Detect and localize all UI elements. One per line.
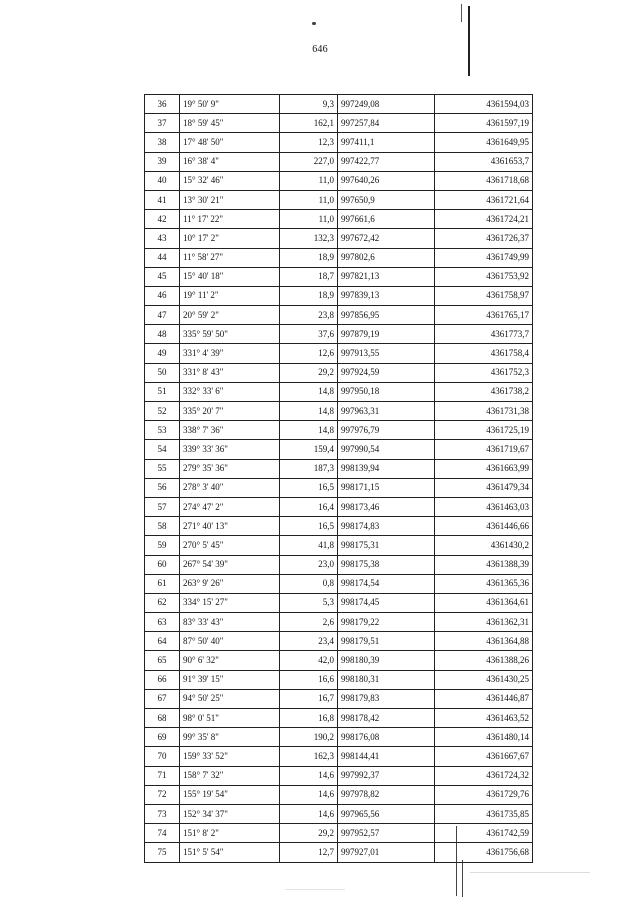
x-coordinate-cell: 997963,31	[338, 402, 435, 421]
distance-cell: 23,8	[280, 306, 338, 325]
table-row	[145, 248, 533, 267]
distance-cell: 18,9	[280, 248, 338, 267]
distance-cell: 190,2	[280, 728, 338, 747]
table-row	[145, 824, 533, 843]
distance-cell: 162,1	[280, 114, 338, 133]
point-number-cell: 37	[145, 114, 180, 133]
distance-cell: 18,9	[280, 286, 338, 305]
bearing-cell: 155° 19' 54"	[180, 785, 280, 804]
scan-margin-line	[462, 860, 463, 897]
table-row	[145, 363, 533, 382]
distance-cell: 187,3	[280, 459, 338, 478]
x-coordinate-cell: 997422,77	[338, 152, 435, 171]
table-row	[145, 190, 533, 209]
table-row	[145, 651, 533, 670]
point-number-cell: 41	[145, 190, 180, 209]
point-number-cell: 36	[145, 95, 180, 114]
point-number-cell: 64	[145, 632, 180, 651]
y-coordinate-cell: 4361430,25	[435, 670, 533, 689]
y-coordinate-cell: 4361731,38	[435, 402, 533, 421]
scan-speck	[312, 22, 316, 25]
table-row	[145, 440, 533, 459]
bearing-cell: 91° 39' 15"	[180, 670, 280, 689]
x-coordinate-cell: 997856,95	[338, 306, 435, 325]
y-coordinate-cell: 4361594,03	[435, 95, 533, 114]
bearing-cell: 152° 34' 37"	[180, 804, 280, 823]
bearing-cell: 18° 59' 45"	[180, 114, 280, 133]
bearing-cell: 332° 33' 6"	[180, 382, 280, 401]
distance-cell: 132,3	[280, 229, 338, 248]
bearing-cell: 15° 40' 18"	[180, 267, 280, 286]
distance-cell: 12,7	[280, 843, 338, 862]
y-coordinate-cell: 4361719,67	[435, 440, 533, 459]
distance-cell: 11,0	[280, 190, 338, 209]
y-coordinate-cell: 4361388,39	[435, 555, 533, 574]
point-number-cell: 53	[145, 421, 180, 440]
y-coordinate-cell: 4361663,99	[435, 459, 533, 478]
distance-cell: 14,8	[280, 421, 338, 440]
bearing-cell: 279° 35' 36"	[180, 459, 280, 478]
bearing-cell: 16° 38' 4"	[180, 152, 280, 171]
point-number-cell: 70	[145, 747, 180, 766]
point-number-cell: 65	[145, 651, 180, 670]
table-row	[145, 632, 533, 651]
point-number-cell: 43	[145, 229, 180, 248]
distance-cell: 16,6	[280, 670, 338, 689]
bearing-cell: 278° 3' 40"	[180, 478, 280, 497]
scan-margin-line	[461, 4, 462, 22]
x-coordinate-cell: 997976,79	[338, 421, 435, 440]
x-coordinate-cell: 998175,38	[338, 555, 435, 574]
y-coordinate-cell: 4361724,21	[435, 210, 533, 229]
point-number-cell: 59	[145, 536, 180, 555]
y-coordinate-cell: 4361463,03	[435, 497, 533, 516]
bearing-cell: 335° 59' 50"	[180, 325, 280, 344]
x-coordinate-cell: 998179,22	[338, 613, 435, 632]
distance-cell: 16,8	[280, 709, 338, 728]
distance-cell: 29,2	[280, 824, 338, 843]
y-coordinate-cell: 4361752,3	[435, 363, 533, 382]
y-coordinate-cell: 4361725,19	[435, 421, 533, 440]
point-number-cell: 69	[145, 728, 180, 747]
table-row	[145, 325, 533, 344]
bearing-cell: 271° 40' 13"	[180, 517, 280, 536]
table-body	[145, 95, 533, 863]
distance-cell: 16,7	[280, 689, 338, 708]
y-coordinate-cell: 4361753,92	[435, 267, 533, 286]
x-coordinate-cell: 998174,45	[338, 593, 435, 612]
distance-cell: 5,3	[280, 593, 338, 612]
distance-cell: 9,3	[280, 95, 338, 114]
y-coordinate-cell: 4361430,2	[435, 536, 533, 555]
distance-cell: 162,3	[280, 747, 338, 766]
distance-cell: 12,3	[280, 133, 338, 152]
point-number-cell: 39	[145, 152, 180, 171]
point-number-cell: 56	[145, 478, 180, 497]
y-coordinate-cell: 4361446,87	[435, 689, 533, 708]
bearing-cell: 99° 35' 8"	[180, 728, 280, 747]
table-row	[145, 555, 533, 574]
bearing-cell: 158° 7' 32"	[180, 766, 280, 785]
table-row	[145, 728, 533, 747]
y-coordinate-cell: 4361749,99	[435, 248, 533, 267]
x-coordinate-cell: 997990,54	[338, 440, 435, 459]
x-coordinate-cell: 997821,13	[338, 267, 435, 286]
scan-artifact	[285, 889, 345, 890]
x-coordinate-cell: 997672,42	[338, 229, 435, 248]
bearing-cell: 335° 20' 7"	[180, 402, 280, 421]
point-number-cell: 54	[145, 440, 180, 459]
bearing-cell: 20° 59' 2"	[180, 306, 280, 325]
bearing-cell: 331° 8' 43"	[180, 363, 280, 382]
x-coordinate-cell: 997257,84	[338, 114, 435, 133]
y-coordinate-cell: 4361758,4	[435, 344, 533, 363]
bearing-cell: 15° 32' 46"	[180, 171, 280, 190]
distance-cell: 14,6	[280, 785, 338, 804]
bearing-cell: 338° 7' 36"	[180, 421, 280, 440]
point-number-cell: 45	[145, 267, 180, 286]
x-coordinate-cell: 997927,01	[338, 843, 435, 862]
table-row	[145, 766, 533, 785]
bearing-cell: 98° 0' 51"	[180, 709, 280, 728]
x-coordinate-cell: 997802,6	[338, 248, 435, 267]
distance-cell: 11,0	[280, 210, 338, 229]
point-number-cell: 42	[145, 210, 180, 229]
distance-cell: 16,5	[280, 478, 338, 497]
y-coordinate-cell: 4361735,85	[435, 804, 533, 823]
table-row	[145, 574, 533, 593]
point-number-cell: 67	[145, 689, 180, 708]
x-coordinate-cell: 997249,08	[338, 95, 435, 114]
x-coordinate-cell: 998174,54	[338, 574, 435, 593]
y-coordinate-cell: 4361649,95	[435, 133, 533, 152]
table-row	[145, 497, 533, 516]
x-coordinate-cell: 998179,83	[338, 689, 435, 708]
bearing-cell: 10° 17' 2"	[180, 229, 280, 248]
table-row	[145, 171, 533, 190]
table-row	[145, 229, 533, 248]
x-coordinate-cell: 997640,26	[338, 171, 435, 190]
distance-cell: 227,0	[280, 152, 338, 171]
y-coordinate-cell: 4361480,14	[435, 728, 533, 747]
table-row	[145, 402, 533, 421]
y-coordinate-cell: 4361765,17	[435, 306, 533, 325]
y-coordinate-cell: 4361726,37	[435, 229, 533, 248]
point-number-cell: 61	[145, 574, 180, 593]
coordinates-table	[144, 94, 533, 863]
distance-cell: 29,2	[280, 363, 338, 382]
bearing-cell: 94° 50' 25"	[180, 689, 280, 708]
table-row	[145, 133, 533, 152]
x-coordinate-cell: 997913,55	[338, 344, 435, 363]
x-coordinate-cell: 997661,6	[338, 210, 435, 229]
table-row	[145, 344, 533, 363]
x-coordinate-cell: 998179,51	[338, 632, 435, 651]
y-coordinate-cell: 4361479,34	[435, 478, 533, 497]
point-number-cell: 57	[145, 497, 180, 516]
y-coordinate-cell: 4361364,61	[435, 593, 533, 612]
point-number-cell: 48	[145, 325, 180, 344]
y-coordinate-cell: 4361388,26	[435, 651, 533, 670]
x-coordinate-cell: 997839,13	[338, 286, 435, 305]
distance-cell: 16,5	[280, 517, 338, 536]
bearing-cell: 159° 33' 52"	[180, 747, 280, 766]
bearing-cell: 270° 5' 45"	[180, 536, 280, 555]
x-coordinate-cell: 998144,41	[338, 747, 435, 766]
bearing-cell: 339° 33' 36"	[180, 440, 280, 459]
point-number-cell: 58	[145, 517, 180, 536]
point-number-cell: 60	[145, 555, 180, 574]
table-row	[145, 286, 533, 305]
table-row	[145, 536, 533, 555]
point-number-cell: 44	[145, 248, 180, 267]
point-number-cell: 46	[145, 286, 180, 305]
y-coordinate-cell: 4361738,2	[435, 382, 533, 401]
y-coordinate-cell: 4361756,68	[435, 843, 533, 862]
point-number-cell: 50	[145, 363, 180, 382]
table-row	[145, 95, 533, 114]
point-number-cell: 72	[145, 785, 180, 804]
x-coordinate-cell: 998180,31	[338, 670, 435, 689]
y-coordinate-cell: 4361365,36	[435, 574, 533, 593]
bearing-cell: 151° 5' 54"	[180, 843, 280, 862]
point-number-cell: 74	[145, 824, 180, 843]
point-number-cell: 55	[145, 459, 180, 478]
table-row	[145, 382, 533, 401]
y-coordinate-cell: 4361362,31	[435, 613, 533, 632]
y-coordinate-cell: 4361463,52	[435, 709, 533, 728]
page-number: 646	[312, 44, 328, 55]
point-number-cell: 49	[145, 344, 180, 363]
bearing-cell: 11° 58' 27"	[180, 248, 280, 267]
scan-margin-line	[468, 6, 470, 76]
y-coordinate-cell: 4361718,68	[435, 171, 533, 190]
distance-cell: 37,6	[280, 325, 338, 344]
bearing-cell: 17° 48' 50"	[180, 133, 280, 152]
distance-cell: 14,6	[280, 804, 338, 823]
x-coordinate-cell: 997952,57	[338, 824, 435, 843]
point-number-cell: 71	[145, 766, 180, 785]
distance-cell: 14,8	[280, 402, 338, 421]
point-number-cell: 47	[145, 306, 180, 325]
distance-cell: 14,6	[280, 766, 338, 785]
x-coordinate-cell: 998171,15	[338, 478, 435, 497]
distance-cell: 0,8	[280, 574, 338, 593]
bearing-cell: 274° 47' 2"	[180, 497, 280, 516]
x-coordinate-cell: 997411,1	[338, 133, 435, 152]
y-coordinate-cell: 4361742,59	[435, 824, 533, 843]
distance-cell: 12,6	[280, 344, 338, 363]
y-coordinate-cell: 4361729,76	[435, 785, 533, 804]
table-row	[145, 210, 533, 229]
table-row	[145, 593, 533, 612]
distance-cell: 11,0	[280, 171, 338, 190]
x-coordinate-cell: 997965,56	[338, 804, 435, 823]
distance-cell: 2,6	[280, 613, 338, 632]
x-coordinate-cell: 997950,18	[338, 382, 435, 401]
bearing-cell: 83° 33' 43"	[180, 613, 280, 632]
distance-cell: 23,4	[280, 632, 338, 651]
table-row	[145, 613, 533, 632]
y-coordinate-cell: 4361773,7	[435, 325, 533, 344]
point-number-cell: 73	[145, 804, 180, 823]
y-coordinate-cell: 4361364,88	[435, 632, 533, 651]
table-row	[145, 843, 533, 862]
y-coordinate-cell: 4361597,19	[435, 114, 533, 133]
bearing-cell: 11° 17' 22"	[180, 210, 280, 229]
y-coordinate-cell: 4361758,97	[435, 286, 533, 305]
table-row	[145, 114, 533, 133]
y-coordinate-cell: 4361653,7	[435, 152, 533, 171]
table-row	[145, 478, 533, 497]
x-coordinate-cell: 997992,37	[338, 766, 435, 785]
y-coordinate-cell: 4361667,67	[435, 747, 533, 766]
distance-cell: 42,0	[280, 651, 338, 670]
distance-cell: 41,8	[280, 536, 338, 555]
y-coordinate-cell: 4361721,64	[435, 190, 533, 209]
point-number-cell: 63	[145, 613, 180, 632]
x-coordinate-cell: 997924,59	[338, 363, 435, 382]
x-coordinate-cell: 998175,31	[338, 536, 435, 555]
table-row	[145, 709, 533, 728]
table-row	[145, 747, 533, 766]
table-row	[145, 459, 533, 478]
bearing-cell: 263° 9' 26"	[180, 574, 280, 593]
x-coordinate-cell: 998178,42	[338, 709, 435, 728]
point-number-cell: 38	[145, 133, 180, 152]
distance-cell: 18,7	[280, 267, 338, 286]
y-coordinate-cell: 4361446,66	[435, 517, 533, 536]
point-number-cell: 75	[145, 843, 180, 862]
bearing-cell: 331° 4' 39"	[180, 344, 280, 363]
table-row	[145, 689, 533, 708]
y-coordinate-cell: 4361724,32	[435, 766, 533, 785]
distance-cell: 23,0	[280, 555, 338, 574]
bearing-cell: 90° 6' 32"	[180, 651, 280, 670]
bearing-cell: 87° 50' 40"	[180, 632, 280, 651]
bearing-cell: 19° 11' 2"	[180, 286, 280, 305]
bearing-cell: 13° 30' 21"	[180, 190, 280, 209]
x-coordinate-cell: 998176,08	[338, 728, 435, 747]
scan-artifact	[470, 872, 590, 873]
x-coordinate-cell: 997650,9	[338, 190, 435, 209]
point-number-cell: 52	[145, 402, 180, 421]
x-coordinate-cell: 998173,46	[338, 497, 435, 516]
distance-cell: 14,8	[280, 382, 338, 401]
table-row	[145, 517, 533, 536]
x-coordinate-cell: 998180,39	[338, 651, 435, 670]
table-row	[145, 306, 533, 325]
point-number-cell: 40	[145, 171, 180, 190]
bearing-cell: 19° 50' 9"	[180, 95, 280, 114]
x-coordinate-cell: 997879,19	[338, 325, 435, 344]
point-number-cell: 51	[145, 382, 180, 401]
table-row	[145, 670, 533, 689]
bearing-cell: 151° 8' 2"	[180, 824, 280, 843]
x-coordinate-cell: 998174,83	[338, 517, 435, 536]
x-coordinate-cell: 997978,82	[338, 785, 435, 804]
bearing-cell: 334° 15' 27"	[180, 593, 280, 612]
point-number-cell: 66	[145, 670, 180, 689]
x-coordinate-cell: 998139,94	[338, 459, 435, 478]
point-number-cell: 62	[145, 593, 180, 612]
table-row	[145, 804, 533, 823]
distance-cell: 159,4	[280, 440, 338, 459]
table-row	[145, 785, 533, 804]
table-row	[145, 267, 533, 286]
bearing-cell: 267° 54' 39"	[180, 555, 280, 574]
point-number-cell: 68	[145, 709, 180, 728]
table-row	[145, 152, 533, 171]
distance-cell: 16,4	[280, 497, 338, 516]
table-row	[145, 421, 533, 440]
